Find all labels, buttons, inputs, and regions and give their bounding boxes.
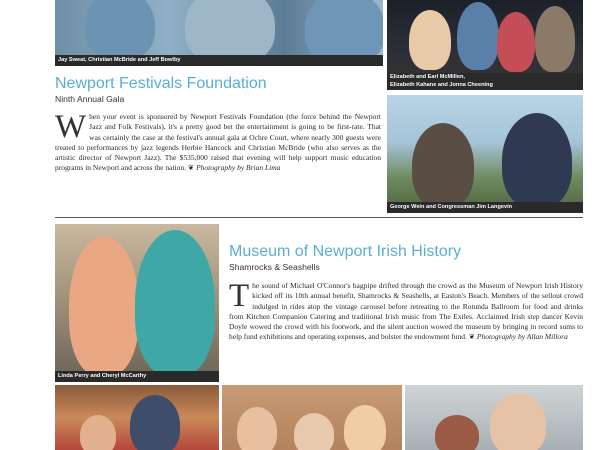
- article1-dropcap: W: [55, 109, 87, 145]
- photo-bottom-1: [55, 385, 219, 450]
- photo-lower-left: [55, 224, 219, 382]
- photo-top-right: [387, 0, 583, 90]
- caption-top-left: Jay Sweat, Christian McBride and Jeff Bowlby: [55, 55, 383, 66]
- article2-credit: Photography by Allan Millora: [476, 332, 568, 342]
- caption-top-right-line2: Elizabeth Kahane and Jonna Cheening: [390, 81, 493, 88]
- article1-body: [55, 109, 381, 174]
- photo-mid-right: [387, 95, 583, 213]
- article2-body-text: he sound of Michael O'Connor's bagpipe drifted through the crowd as the Museum of Newport Irish History kicked off its 10th annual benefit, Shamrocks & Seashells, at Easton's Beach. Members of the sellout crowd indulged in rides atop the vintage carousel before retreating to the Rotunda Ballroom for food and drinks from Kitchen Companion Catering and traditional Irish music from The Exiles. Acclaimed Irish step dancer Kevin Doyle wowed the crowd with his footwork, and the silent auction wowed the museum by bringing in record sums to help fund exhibitions and operating expenses, and bolster the endowment fund.: [229, 281, 583, 342]
- article1-credit: Photography by Brian Lima: [196, 163, 281, 173]
- caption-mid-right: George Wein and Congressman Jim Langevin: [387, 202, 583, 213]
- caption-top-right: [387, 73, 583, 90]
- caption-lower-left: Linda Perry and Cheryl McCarthy: [55, 371, 219, 382]
- photo-bottom-2: [222, 385, 402, 450]
- article1-subtitle: Ninth Annual Gala: [55, 94, 125, 104]
- article2-body: [229, 278, 583, 343]
- article2-dropcap: T: [229, 278, 250, 314]
- article2-title: Museum of Newport Irish History: [229, 243, 462, 260]
- article2-subtitle: Shamrocks & Seashells: [229, 262, 320, 272]
- caption-top-right-line1: Elizabeth and Earl McMillen,: [390, 74, 465, 80]
- photo-bottom-3: [405, 385, 583, 450]
- article1-body-text: hen your event is sponsored by Newport Festivals Foundation (the force behind the Newport Jazz and Folk Festivals), it's a pretty good bet the entertainment is going to be first-rate. That was certainly the case at the festival's annual gala at Ochre Court, where nearly 300 guests were treated to performances by jazz legends Herbie Hancock and Christian McBride (who also serves as the artistic director of Newport Jazz). The $535,000 raised that evening will help support music education programs in Newport and across the nation.: [55, 112, 381, 173]
- photo-top-left: [55, 0, 383, 66]
- ornament-icon: ❦: [468, 332, 476, 342]
- section-divider: [55, 217, 583, 218]
- article1-title: Newport Festivals Foundation: [55, 75, 267, 92]
- ornament-icon: ❦: [187, 163, 195, 173]
